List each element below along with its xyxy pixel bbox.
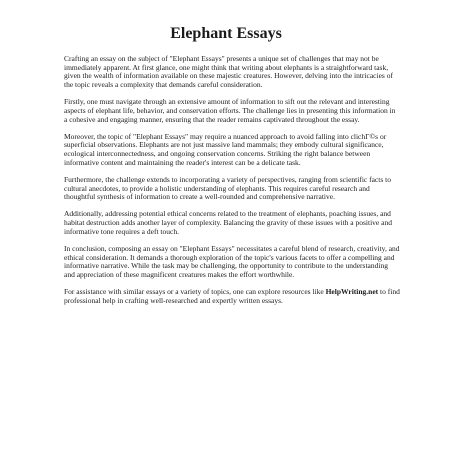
paragraph-conclusion: In conclusion, composing an essay on "Elephant Essays" necessitates a careful blend of research, creativity, and ethical consideration. It demands a thorough exploration of the topic's various facets to offer a compelling and informative narrative. While the task may be challenging, the opportunity to contribute to the understanding and appreciation of these magnificent creatures makes the effort worthwhile. [64, 243, 400, 280]
helpwriting-link[interactable]: HelpWriting.net [325, 287, 379, 297]
paragraph-moreover: Moreover, the topic of "Elephant Essays" may require a nuanced approach to avoid falling into clichГ©s or superficial observations. Elephants are not just massive land mammals; they embody cultural significance, ecological interconnectedness, and ongoing conservation concerns. Striking the right balance between informative content and maintaining the reader's interest can be a delicate task. [64, 131, 387, 167]
paragraph-closing [64, 288, 400, 305]
paragraph-intro: Crafting an essay on the subject of "Elephant Essays" presents a unique set of challenges that may not be immediately apparent. At first glance, one might think that writing about elephants is a straightforward task, given the wealth of information available on these majestic creatures. However, delving into the intricacies of the topic reveals a complexity that demands careful consideration. [64, 54, 393, 90]
paragraph-additionally: Additionally, addressing potential ethical concerns related to the treatment of elephants, poaching issues, and habitat destruction adds another layer of complexity. Balancing the gravity of these issues with a positive and informative tone requires a deft touch. [64, 209, 392, 236]
closing-text-after-link: to find professional help in crafting well-researched and expertly written essays. [64, 287, 400, 305]
paragraph-firstly: Firstly, one must navigate through an extensive amount of information to sift out the relevant and interesting aspects of elephant life, behavior, and conservation efforts. The challenge lies in presenting this information in a cohesive and engaging manner, ensuring that the reader remains captivated throughout the essay. [64, 97, 396, 124]
closing-text-before-link: For assistance with similar essays or a variety of topics, one can explore resources like [64, 287, 326, 297]
document-title: Elephant Essays [170, 25, 282, 42]
paragraph-furthermore: Furthermore, the challenge extends to incorporating a variety of perspectives, ranging from scientific facts to cultural anecdotes, to provide a holistic understanding of elephants. This requires careful research and thoughtful synthesis of information to create a well-rounded and comprehensive narrative. [64, 174, 391, 202]
document-body [64, 55, 400, 314]
